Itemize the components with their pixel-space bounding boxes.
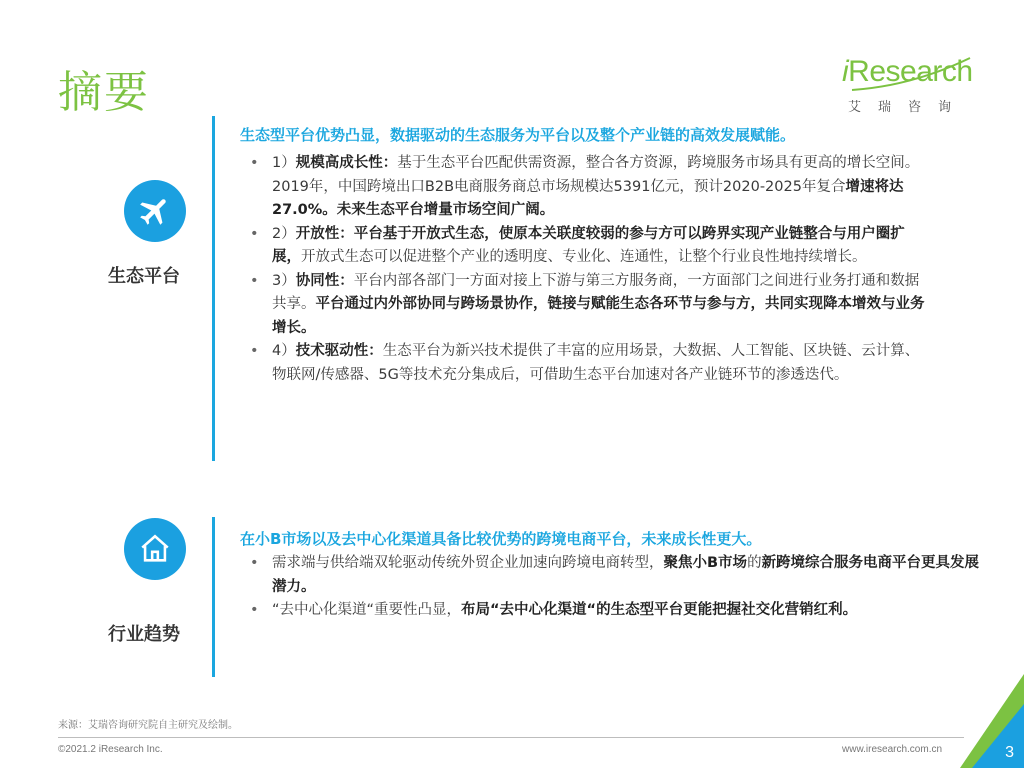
- section-label-trends: 行业趋势: [108, 624, 180, 645]
- airplane-icon: [124, 180, 186, 242]
- logo-research: Research: [848, 55, 973, 88]
- copyright-text: ©2021.2 iResearch Inc.: [58, 744, 163, 755]
- corner-decoration-icon: [960, 674, 1024, 768]
- bullet-item: [250, 270, 930, 341]
- bullet-item: [250, 552, 980, 599]
- bullet-text: 4）: [272, 343, 296, 359]
- section-divider: [212, 116, 215, 461]
- bullet-text: 2）: [272, 225, 296, 242]
- logo-swoosh-icon: [842, 56, 974, 96]
- bullet-text: 生态平台为新兴技术提供了丰富的应用场景，大数据、人工智能、区块链、云计算、物联网/传感器、5G等技术充分集成后，可借助生态平台加速对各产业链环节的渗透迭代。: [272, 343, 920, 383]
- logo-chinese: 艾瑞咨询: [848, 100, 969, 115]
- footer-divider: [58, 737, 964, 738]
- bullet-item: [250, 340, 930, 387]
- logo-i: i: [842, 55, 849, 88]
- bullet-bold-text: 技术驱动性：: [295, 343, 383, 359]
- bullet-bold-text: 协同性：: [295, 272, 354, 289]
- bullet-bold-text: 聚焦小B市场: [663, 555, 748, 571]
- website-link[interactable]: www.iresearch.com.cn: [842, 744, 943, 755]
- bullet-bold-text: 增速将达27.0%。未来生态平台增量市场空间广阔。: [272, 178, 904, 218]
- bullet-list: [250, 552, 980, 623]
- bullet-text: “去中心化渠道“重要性凸显，: [272, 602, 462, 618]
- section-divider: [212, 517, 215, 677]
- bullet-text: 需求端与供给端双轮驱动传统外贸企业加速向跨境电商转型，: [272, 555, 664, 571]
- bullet-text: 的: [747, 555, 762, 571]
- source-note: 来源：艾瑞咨询研究院自主研究及绘制。: [58, 720, 238, 731]
- section-headline: 在小B市场以及去中心化渠道具备比较优势的跨境电商平台，未来成长性更大。: [240, 530, 762, 548]
- bullet-text: 平台内部各部门一方面对接上下游与第三方服务商，一方面部门之间进行业务打通和数据共享。: [272, 272, 920, 312]
- bullet-text: 开放式生态可以促进整个产业的透明度、专业化、连通性，让整个行业良性地持续增长。: [301, 249, 867, 265]
- bullet-bold-text: 平台通过内外部协同与跨场景协作，链接与赋能生态各环节与参与方，共同实现降本增效与业务增长。: [272, 296, 925, 336]
- bullet-bold-text: 布局“去中心化渠道“的生态型平台更能把握社交化营销红利。: [461, 602, 858, 618]
- bullet-text: 基于生态平台匹配供需资源，整合各方资源，跨境服务市场具有更高的增长空间。2019年，中国跨境出口B2B电商服务商总市场规模达5391亿元，预计2020-2025年复合: [272, 155, 920, 195]
- bullet-bold-text: 开放性：平台基于开放式生态，使原本关联度较弱的参与方可以跨界实现产业链整合与用户圈扩展，: [272, 225, 905, 265]
- bullet-item: [250, 223, 930, 270]
- section-headline: 生态型平台优势凸显，数据驱动的生态服务为平台以及整个产业链的高效发展赋能。: [240, 126, 796, 144]
- bullet-list: [250, 152, 930, 387]
- page-title: 摘要: [58, 67, 150, 118]
- page-number: 3: [1005, 744, 1014, 761]
- section-label-ecosystem: 生态平台: [108, 266, 180, 287]
- bullet-bold-text: 规模高成长性：: [295, 155, 398, 171]
- iresearch-logo: [842, 52, 974, 118]
- home-icon: [124, 518, 186, 580]
- bullet-item: [250, 599, 980, 623]
- bullet-item: [250, 152, 930, 223]
- bullet-text: 1）: [272, 155, 296, 171]
- bullet-text: 3）: [272, 272, 296, 289]
- bullet-bold-text: 新跨境综合服务电商平台更具发展潜力。: [272, 555, 980, 595]
